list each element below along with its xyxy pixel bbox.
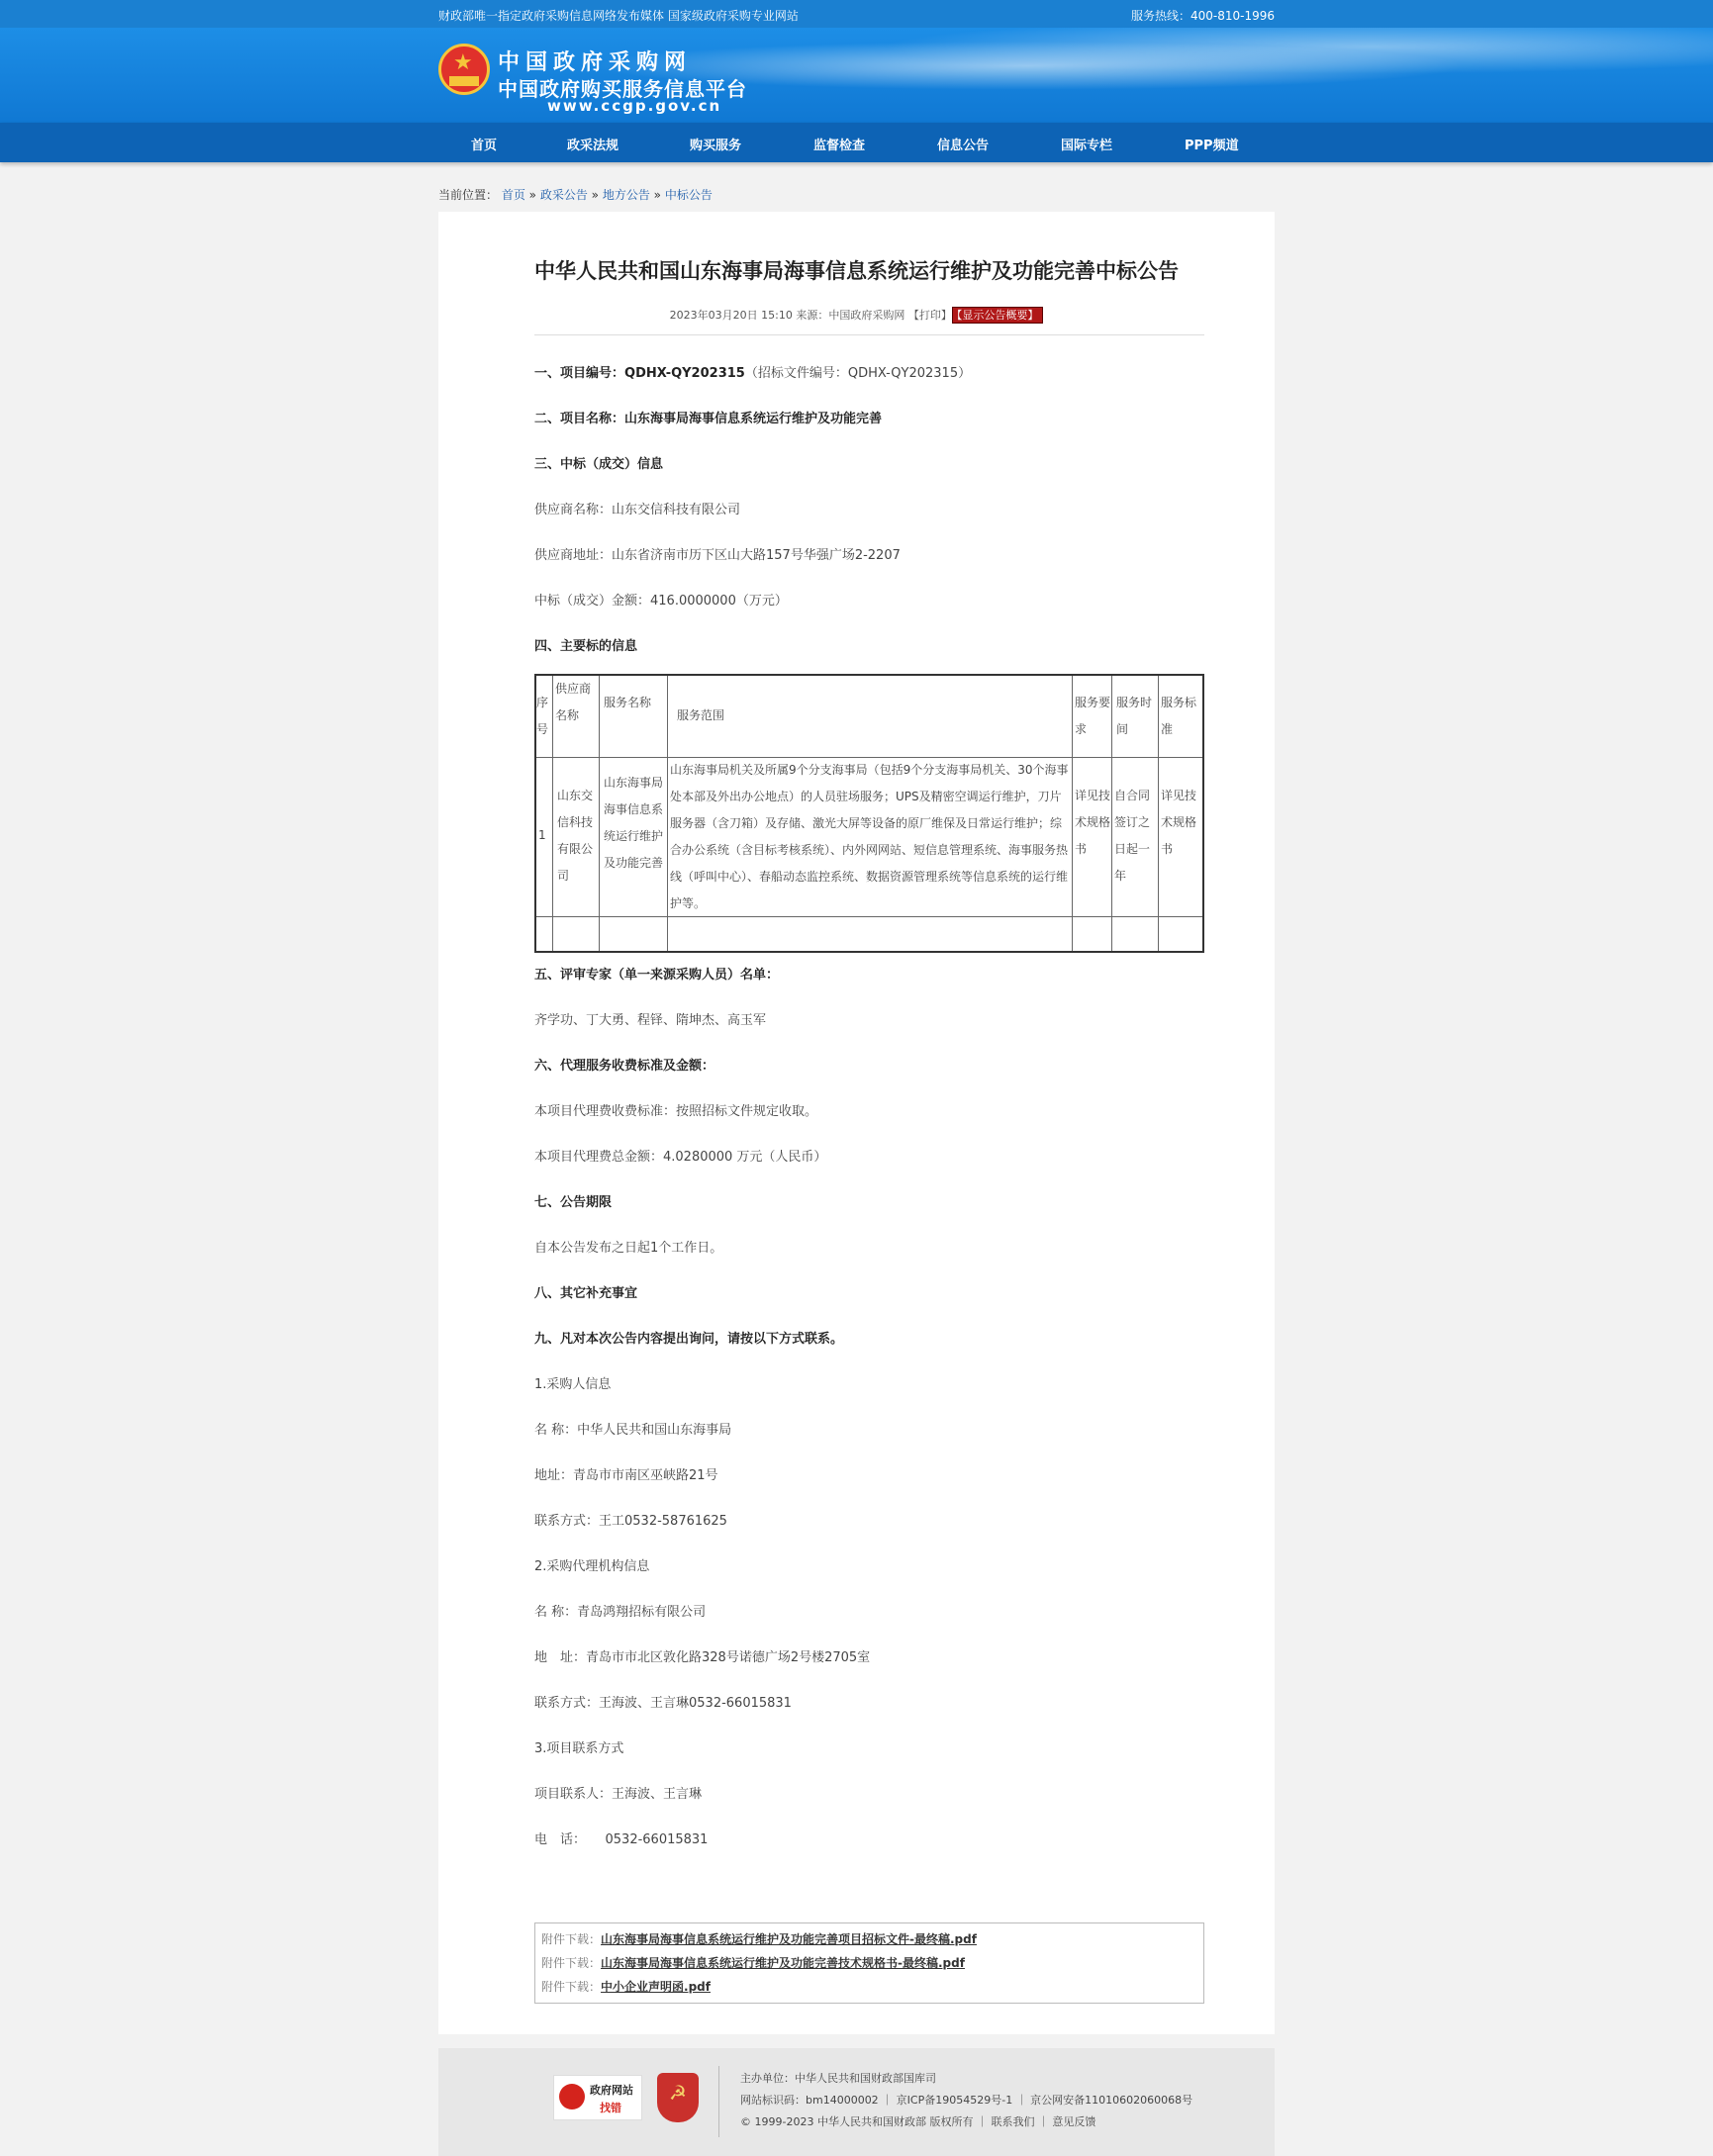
nav-ppp[interactable]: PPP频道 [1185,139,1239,153]
purchaser-address: 地址：青岛市市南区巫峡路21号 [534,1468,718,1483]
supplier-name: 供应商名称：山东交信科技有限公司 [534,503,741,517]
attachment-row: 附件下载：山东海事局海事信息系统运行维护及功能完善项目招标文件-最终稿.pdf [541,1932,977,1946]
section-project-code: 一、项目编号：QDHX-QY202315（招标文件编号：QDHX-QY202315） [534,366,972,381]
magnifier-icon [559,2084,585,2109]
section-notice-period: 七、公告期限 [534,1195,613,1210]
agency-address: 地 址：青岛市市北区敦化路328号诺德广场2号楼2705室 [534,1650,871,1665]
nav-notices[interactable]: 信息公告 [937,139,990,153]
breadcrumb-gov-notices[interactable]: 政采公告 [539,188,588,202]
gov-site-error-report-badge[interactable]: 政府网站 找错 [553,2075,642,2120]
section-award-info: 三、中标（成交）信息 [534,457,664,472]
title-divider [534,334,1204,335]
experts-list: 齐学功、丁大勇、程铎、隋坤杰、高玉军 [534,1013,767,1028]
cell-index: 1 [538,828,546,842]
breadcrumb-award-notices[interactable]: 中标公告 [664,188,713,202]
notice-period: 自本公告发布之日起1个工作日。 [534,1241,723,1256]
article-title: 中华人民共和国山东海事局海事信息系统运行维护及功能完善中标公告 [534,259,1179,283]
cell-supplier: 山东交信科技有限公司 [557,789,594,883]
top-strip [0,0,1713,28]
top-strip-slogan: 财政部唯一指定政府采购信息网络发布媒体 国家级政府采购专业网站 [438,9,799,23]
header-time: 服务时间 [1116,696,1153,736]
article-meta [438,307,1275,323]
attachments-box [534,1922,1204,2004]
header-supplier: 供应商名称 [555,682,592,722]
project-code: QDHX-QY202315 [624,366,745,381]
agency-fee-standard: 本项目代理费收费标准：按照招标文件规定收取。 [534,1104,818,1119]
nav-supervision[interactable]: 监督检查 [813,139,866,153]
footer-copyright: © 1999-2023 中华人民共和国财政部 版权所有 ｜ 联系我们 ｜ 意见反馈 [740,2115,1096,2128]
project-contact-phone: 电 话： 0532-66015831 [534,1832,709,1847]
purchaser-info-title: 1.采购人信息 [534,1377,612,1392]
supplier-address: 供应商地址：山东省济南市历下区山大路157号华强广场2-2207 [534,548,901,563]
site-banner [0,28,1713,123]
header-standard: 服务标准 [1161,696,1197,736]
footer-registration: 网站标识码：bm14000002 ｜ 京ICP备19054529号-1 ｜ 京公网安备11010602060068号 [740,2094,1193,2107]
footer-divider [718,2066,719,2137]
agency-info-title: 2.采购代理机构信息 [534,1559,650,1574]
cell-time: 自合同签订之日起一年 [1114,789,1151,883]
attachment-link-sme-declaration[interactable]: 中小企业声明函.pdf [601,1980,711,1994]
purchaser-name: 名 称：中华人民共和国山东海事局 [534,1423,732,1438]
attachment-row: 附件下载：中小企业声明函.pdf [541,1980,711,1994]
agency-contact: 联系方式：王海波、王言琳0532-66015831 [534,1696,792,1711]
print-link[interactable]: 【打印】 [907,309,952,322]
attachment-row: 附件下载：山东海事局海事信息系统运行维护及功能完善技术规格书-最终稿.pdf [541,1956,965,1970]
footer-sponsor: 主办单位：中华人民共和国财政部国库司 [740,2072,936,2085]
nav-services[interactable]: 购买服务 [690,139,742,153]
site-logo-title[interactable]: 中国政府采购网 [498,50,693,75]
service-hotline: 服务热线：400-810-1996 [1130,9,1275,23]
section-supplementary: 八、其它补充事宜 [534,1286,638,1301]
header-scope: 服务范围 [677,708,725,722]
award-amount: 中标（成交）金额：416.0000000（万元） [534,594,788,609]
nav-home[interactable]: 首页 [471,139,498,153]
national-emblem-icon: ★ [438,44,490,95]
agency-name: 名 称：青岛鸿翔招标有限公司 [534,1605,707,1620]
cell-service: 山东海事局海事信息系统运行维护及功能完善 [604,776,664,870]
article-source: 来源：中国政府采购网 [796,309,905,322]
project-contact-title: 3.项目联系方式 [534,1741,624,1756]
party-gov-site-badge-icon[interactable]: ☭ [657,2073,699,2122]
site-url: www.ccgp.gov.cn [547,97,722,115]
section-agency-fee: 六、代理服务收费标准及金额： [534,1059,715,1074]
cell-requirement: 详见技术规格书 [1075,789,1111,856]
publish-date: 2023年03月20日 15:10 [669,309,793,322]
breadcrumb: 当前位置： 首页 » 政采公告 » 地方公告 » 中标公告 [438,188,713,202]
section-contact: 九、凡对本次公告内容提出询问，请按以下方式联系。 [534,1332,844,1347]
section-experts: 五、评审专家（单一来源采购人员）名单： [534,968,780,983]
cell-scope: 山东海事局机关及所属9个分支海事局（包括9个分支海事局机关、30个海事处本部及外出办公地点）的人员驻场服务；UPS及精密空调运行维护，刀片服务器（含刀箱）及存储、激光大屏等设备的原厂维保及日常运行维护；综合办公系统（含目标考核系统）、内外网网站、短信息管理系统、海事服务热线（呼叫中心）、春船动态监控系统、数据资源管理系统等信息系统的运行维护等。 [670,763,1069,910]
cell-standard: 详见技术规格书 [1161,789,1197,856]
agency-fee-total: 本项目代理费总金额：4.0280000 万元（人民币） [534,1150,827,1165]
section-main-subject: 四、主要标的信息 [534,639,638,654]
breadcrumb-prefix: 当前位置： [438,188,499,202]
project-contact-person: 项目联系人：王海波、王言琳 [534,1787,703,1802]
main-nav [0,123,1713,162]
attachment-link-tech-spec[interactable]: 山东海事局海事信息系统运行维护及功能完善技术规格书-最终稿.pdf [601,1956,965,1970]
nav-international[interactable]: 国际专栏 [1061,139,1113,153]
nav-policy[interactable]: 政采法规 [567,139,619,153]
header-requirement: 服务要求 [1075,696,1111,736]
article-panel [438,212,1275,2034]
subject-table [534,674,1204,953]
header-index: 序号 [536,696,549,736]
purchaser-contact: 联系方式：王工0532-58761625 [534,1514,727,1529]
section-project-name: 二、项目名称：山东海事局海事信息系统运行维护及功能完善 [534,412,883,426]
breadcrumb-home[interactable]: 首页 [501,188,525,202]
site-footer [438,2048,1275,2156]
show-summary-button[interactable]: 【显示公告概要】 [952,307,1044,324]
site-logo-subtitle: 中国政府购买服务信息平台 [498,77,747,101]
attachment-link-tender-doc[interactable]: 山东海事局海事信息系统运行维护及功能完善项目招标文件-最终稿.pdf [601,1932,977,1946]
breadcrumb-local-notices[interactable]: 地方公告 [602,188,650,202]
header-service: 服务名称 [604,696,652,709]
